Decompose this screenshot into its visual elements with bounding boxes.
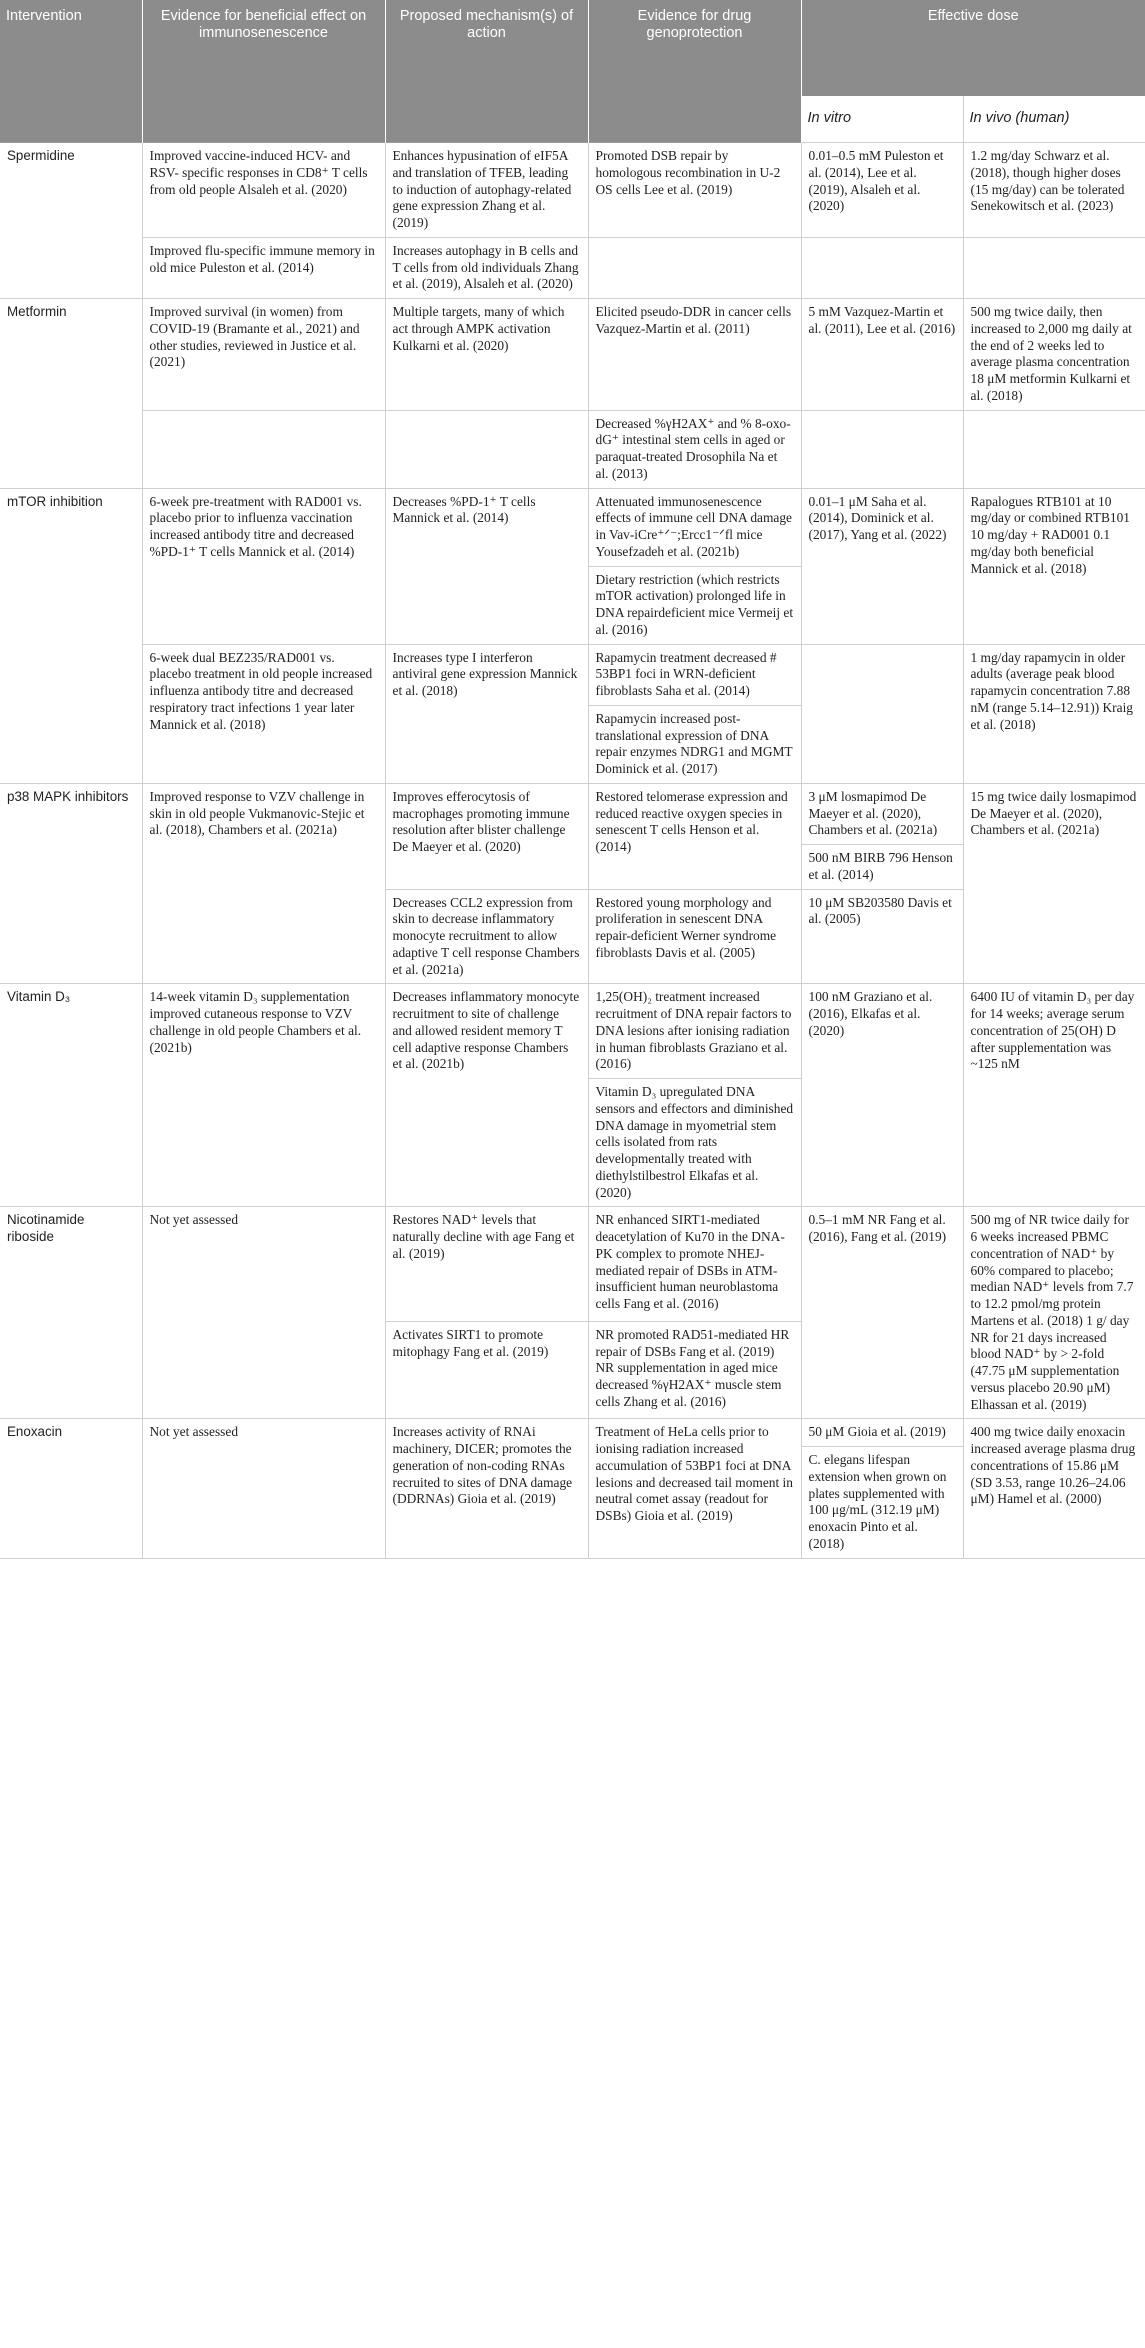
table-cell: C. elegans lifespan extension when grown on plates supplemented with 100 μg/mL (312.19 μM) enoxacin Pinto et al. (2018) [801,1447,963,1559]
table-cell: 3 μM losmapimod De Maeyer et al. (2020), Chambers et al. (2021a) [801,783,963,844]
table-cell: 500 mg twice daily, then increased to 2,000 mg daily at the end of 2 weeks led to average plasma concentration 18 μM metformin Kulkarni et al. (2018) [963,299,1145,411]
table-cell: 1,25(OH)₂ treatment increased recruitment of DNA repair factors to DNA lesions after ionising radiation in human fibroblasts Graziano et al. (2016) [588,984,801,1079]
table-cell: Dietary restriction (which restricts mTOR activation) prolonged life in DNA repairdeficient mice Vermeij et al. (2016) [588,566,801,644]
table-cell: Decreases %PD-1⁺ T cells Mannick et al. (2014) [385,488,588,644]
table-cell [801,410,963,488]
header-spacer-2 [142,96,385,143]
intervention-name: Spermidine [0,143,142,299]
table-row [0,1419,1145,1447]
table-cell: 400 mg twice daily enoxacin increased average plasma drug concentrations of 15.86 μM (SD 3.53, range 10.26–24.06 μM) Hamel et al. (2000) [963,1419,1145,1558]
table-cell: Rapalogues RTB101 at 10 mg/day or combined RTB101 10 mg/day + RAD001 0.1 mg/day both beneficial Mannick et al. (2018) [963,488,1145,644]
table-row [0,237,1145,298]
table-cell: Promoted DSB repair by homologous recombination in U-2 OS cells Lee et al. (2019) [588,143,801,238]
table-cell: 15 mg twice daily losmapimod De Maeyer et al. (2020), Chambers et al. (2021a) [963,783,1145,984]
table-row [0,299,1145,411]
table-cell: 0.01–0.5 mM Puleston et al. (2014), Lee et al. (2019), Alsaleh et al. (2020) [801,143,963,238]
header-in-vitro: In vitro [801,96,963,143]
table-cell: NR enhanced SIRT1-mediated deacetylation of Ku70 in the DNA-PK complex to promote NHEJ-mediated repair of DSBs in ATM-insufficient human neuroblastoma cells Fang et al. (2016) [588,1207,801,1322]
table-cell: NR promoted RAD51-mediated HR repair of DSBs Fang et al. (2019) NR supplementation in aged mice decreased %γH2AX⁺ muscle stem cells Zhang et al. (2016) [588,1321,801,1418]
table-cell [801,644,963,783]
table-row [0,644,1145,705]
table-cell: Increases autophagy in B cells and T cells from old individuals Zhang et al. (2019), Alsaleh et al. (2020) [385,237,588,298]
table-cell: 14-week vitamin D₃ supplementation improved cutaneous response to VZV challenge in old people Chambers et al. (2021b) [142,984,385,1207]
table-row [0,410,1145,488]
table-cell: 0.01–1 μM Saha et al. (2014), Dominick et al. (2017), Yang et al. (2022) [801,488,963,644]
table-row [0,984,1145,1079]
table-cell: 100 nM Graziano et al. (2016), Elkafas et al. (2020) [801,984,963,1207]
table-cell: Rapamycin increased post-translational expression of DNA repair enzymes NDRG1 and MGMT Dominick et al. (2017) [588,705,801,783]
table-cell [801,237,963,298]
intervention-name: Vitamin D₃ [0,984,142,1207]
table-cell: Improves efferocytosis of macrophages promoting immune resolution after blister challenge De Maeyer et al. (2020) [385,783,588,889]
header-genoprotection: Evidence for drug genoprotection [588,0,801,96]
header-spacer-3 [385,96,588,143]
table-cell: Activates SIRT1 to promote mitophagy Fang et al. (2019) [385,1321,588,1418]
table-cell: 0.5–1 mM NR Fang et al. (2016), Fang et al. (2019) [801,1207,963,1419]
table-cell: Restored telomerase expression and reduced reactive oxygen species in senescent T cells Henson et al. (2014) [588,783,801,889]
table-cell: Attenuated immunosenescence effects of immune cell DNA damage in Vav-iCre⁺ᐟ⁻;Ercc1⁻ᐟfl mice Yousefzadeh et al. (2021b) [588,488,801,566]
table-row [0,143,1145,238]
intervention-name: mTOR inhibition [0,488,142,783]
header-in-vivo: In vivo (human) [963,96,1145,143]
table-cell: Improved vaccine-induced HCV- and RSV- specific responses in CD8⁺ T cells from old people Alsaleh et al. (2020) [142,143,385,238]
table-cell: Treatment of HeLa cells prior to ionising radiation increased accumulation of 53BP1 foci at DNA lesions and decreased tail moment in neutral comet assay (readout for DSBs) Gioia et al. (2019) [588,1419,801,1558]
table-cell [385,410,588,488]
table-cell: Decreased %γH2AX⁺ and % 8-oxo-dG⁺ intestinal stem cells in aged or paraquat-treated Drosophila Na et al. (2013) [588,410,801,488]
table-row [0,783,1145,844]
table-cell: Restored young morphology and proliferation in senescent DNA repair-deficient Werner syndrome fibroblasts Davis et al. (2005) [588,889,801,984]
table-cell: 6400 IU of vitamin D₃ per day for 14 weeks; average serum concentration of 25(OH) D after supplementation was ~125 nM [963,984,1145,1207]
header-mechanism: Proposed mechanism(s) of action [385,0,588,96]
table-row [0,1207,1145,1322]
table-cell: 500 nM BIRB 796 Henson et al. (2014) [801,845,963,890]
table-cell [963,410,1145,488]
table-cell: Increases type I interferon antiviral gene expression Mannick et al. (2018) [385,644,588,783]
table-cell: Improved flu-specific immune memory in old mice Puleston et al. (2014) [142,237,385,298]
table-cell [142,410,385,488]
table-cell: Vitamin D₃ upregulated DNA sensors and effectors and diminished DNA damage in myometrial stem cells isolated from rats developmentally treated with diethylstilbestrol Elkafas et al. (2020) [588,1079,801,1207]
table-cell: 6-week pre-treatment with RAD001 vs. placebo prior to influenza vaccination increased antibody titre and decreased %PD-1⁺ T cells Mannick et al. (2014) [142,488,385,644]
table-cell [588,237,801,298]
table-cell [963,237,1145,298]
table-cell: 5 mM Vazquez-Martin et al. (2011), Lee et al. (2016) [801,299,963,411]
header-intervention: Intervention [0,0,142,96]
intervention-name: Metformin [0,299,142,489]
table-cell: Increases activity of RNAi machinery, DICER; promotes the generation of non-coding RNAs recruited to sites of DNA damage (DDRNAs) Gioia et al. (2019) [385,1419,588,1558]
intervention-name: p38 MAPK inhibitors [0,783,142,984]
header-spacer-4 [588,96,801,143]
table-cell: Rapamycin treatment decreased # 53BP1 foci in WRN-deficient fibroblasts Saha et al. (2014) [588,644,801,705]
header-spacer-1 [0,96,142,143]
table-cell: 10 μM SB203580 Davis et al. (2005) [801,889,963,984]
table-row [0,488,1145,566]
table-cell: 1.2 mg/day Schwarz et al. (2018), though higher doses (15 mg/day) can be tolerated Senekowitsch et al. (2023) [963,143,1145,238]
table-cell: Elicited pseudo-DDR in cancer cells Vazquez-Martin et al. (2011) [588,299,801,411]
table-cell: 500 mg of NR twice daily for 6 weeks increased PBMC concentration of NAD⁺ by 60% compared to placebo; median NAD⁺ levels from 7.7 to 12.2 pmol/mg protein Martens et al. (2018) 1 g/ day NR for 21 days increased blood NAD⁺ by > 2-fold (47.75 μM supplementation versus placebo 20.90 μM) Elhassan et al. (2019) [963,1207,1145,1419]
header-effective-dose: Effective dose [801,0,1145,96]
table-cell: Decreases CCL2 expression from skin to decrease inflammatory monocyte recruitment to allow adaptive T cell response Chambers et al. (2021a) [385,889,588,984]
table-cell: Not yet assessed [142,1419,385,1558]
intervention-name: Nicotinamide riboside [0,1207,142,1419]
table-cell: 6-week dual BEZ235/RAD001 vs. placebo treatment in old people increased influenza antibody titre and decreased respiratory tract infections 1 year later Mannick et al. (2018) [142,644,385,783]
table-cell: Improved survival (in women) from COVID-19 (Bramante et al., 2021) and other studies, reviewed in Justice et al. (2021) [142,299,385,411]
table-cell: 1 mg/day rapamycin in older adults (average peak blood rapamycin concentration 7.88 nM (range 5.14–12.91)) Kraig et al. (2018) [963,644,1145,783]
table-cell: Improved response to VZV challenge in skin in old people Vukmanovic-Stejic et al. (2018), Chambers et al. (2021a) [142,783,385,984]
table-cell: 50 μM Gioia et al. (2019) [801,1419,963,1447]
table-cell: Multiple targets, many of which act through AMPK activation Kulkarni et al. (2020) [385,299,588,411]
table-cell: Enhances hypusination of eIF5A and translation of TFEB, leading to induction of autophagy-related gene expression Zhang et al. (2019) [385,143,588,238]
intervention-name: Enoxacin [0,1419,142,1558]
table-cell: Restores NAD⁺ levels that naturally decline with age Fang et al. (2019) [385,1207,588,1322]
header-immunosenescence-evidence: Evidence for beneficial effect on immunosenescence [142,0,385,96]
table-cell: Decreases inflammatory monocyte recruitment to site of challenge and allowed resident memory T cell adaptive response Chambers et al. (2021b) [385,984,588,1207]
table-cell: Not yet assessed [142,1207,385,1419]
